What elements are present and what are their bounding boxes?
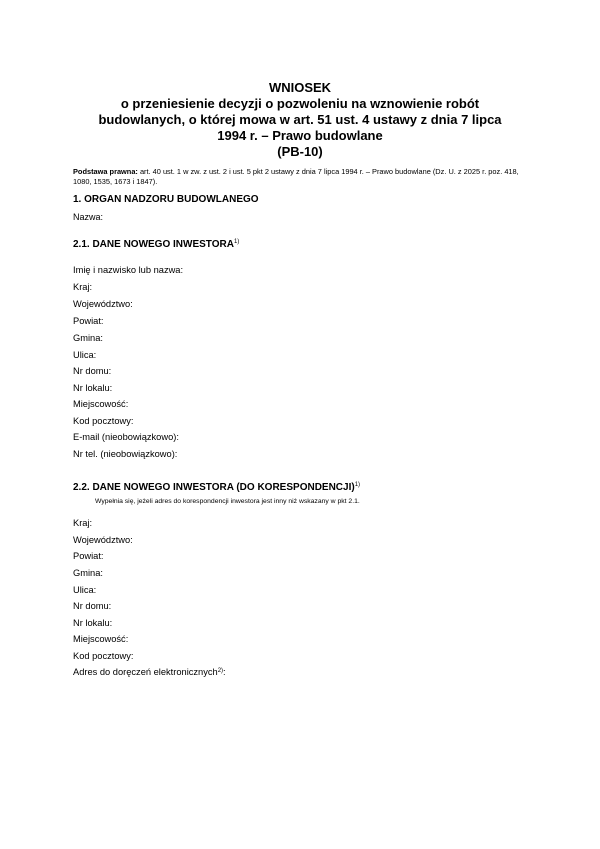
corr-field-postal-code[interactable]: Kod pocztowy: xyxy=(73,651,134,661)
corr-field-apartment-number[interactable]: Nr lokalu: xyxy=(73,618,113,628)
corr-field-county[interactable]: Powiat: xyxy=(73,551,104,561)
authority-name-field[interactable]: Nazwa: xyxy=(73,212,104,222)
title-line-3: budowlanych, o której mowa w art. 51 ust. 4 ustawy z dnia 7 lipca xyxy=(98,112,502,127)
section-2-2-heading-text: 2.2. DANE NOWEGO INWESTORA (DO KORESPONDENCJI) xyxy=(73,482,355,493)
field-postal-code[interactable]: Kod pocztowy: xyxy=(73,416,134,426)
corr-field-commune[interactable]: Gmina: xyxy=(73,568,103,578)
section-2-1-heading-text: 2.1. DANE NOWEGO INWESTORA xyxy=(73,239,234,250)
field-house-number[interactable]: Nr domu: xyxy=(73,366,112,376)
footnote-ref: 1) xyxy=(233,239,240,245)
section-2-1-heading xyxy=(73,239,239,250)
edelivery-colon: : xyxy=(223,667,226,677)
edelivery-label: Adres do doręczeń elektronicznych xyxy=(73,667,218,677)
field-city[interactable]: Miejscowość: xyxy=(73,399,129,409)
corr-field-edelivery-address[interactable] xyxy=(73,667,226,677)
title-line-2: o przeniesienie decyzji o pozwoleniu na wznowienie robót xyxy=(120,96,480,111)
field-phone[interactable]: Nr tel. (nieobowiązkowo): xyxy=(73,449,178,459)
corr-field-voivodeship[interactable]: Województwo: xyxy=(73,535,133,545)
footnote-ref: 1) xyxy=(354,482,361,488)
field-name[interactable]: Imię i nazwisko lub nazwa: xyxy=(73,265,184,275)
corr-field-house-number[interactable]: Nr domu: xyxy=(73,601,112,611)
corr-field-country[interactable]: Kraj: xyxy=(73,518,93,528)
field-email[interactable]: E-mail (nieobowiązkowo): xyxy=(73,432,179,442)
legal-basis xyxy=(73,167,530,187)
section-2-2-heading xyxy=(73,482,360,493)
title-line-1: WNIOSEK xyxy=(268,80,332,95)
legal-basis-text: art. 40 ust. 1 w zw. z ust. 2 i ust. 5 pkt 2 ustawy z dnia 7 lipca 1994 r. – Prawo budowlane (Dz. U. z 2025 r. poz. 418, 1080, 1535, 1673 i 1847). xyxy=(73,167,519,186)
field-apartment-number[interactable]: Nr lokalu: xyxy=(73,383,113,393)
legal-basis-label: Podstawa prawna: xyxy=(73,167,138,176)
form-title xyxy=(75,80,525,160)
field-street[interactable]: Ulica: xyxy=(73,350,97,360)
corr-field-street[interactable]: Ulica: xyxy=(73,585,97,595)
field-county[interactable]: Powiat: xyxy=(73,316,104,326)
field-voivodeship[interactable]: Województwo: xyxy=(73,299,133,309)
section-1-heading: 1. ORGAN NADZORU BUDOWLANEGO xyxy=(73,194,259,205)
field-country[interactable]: Kraj: xyxy=(73,282,93,292)
corr-field-city[interactable]: Miejscowość: xyxy=(73,634,129,644)
section-2-2-note: Wypełnia się, jeżeli adres do korespondencji inwestora jest inny niż wskazany w pkt 2.1. xyxy=(95,498,360,505)
footnote-ref: 2) xyxy=(217,668,224,674)
field-commune[interactable]: Gmina: xyxy=(73,333,103,343)
title-line-4: 1994 r. – Prawo budowlane xyxy=(217,128,383,143)
title-line-5: (PB-10) xyxy=(277,144,323,159)
